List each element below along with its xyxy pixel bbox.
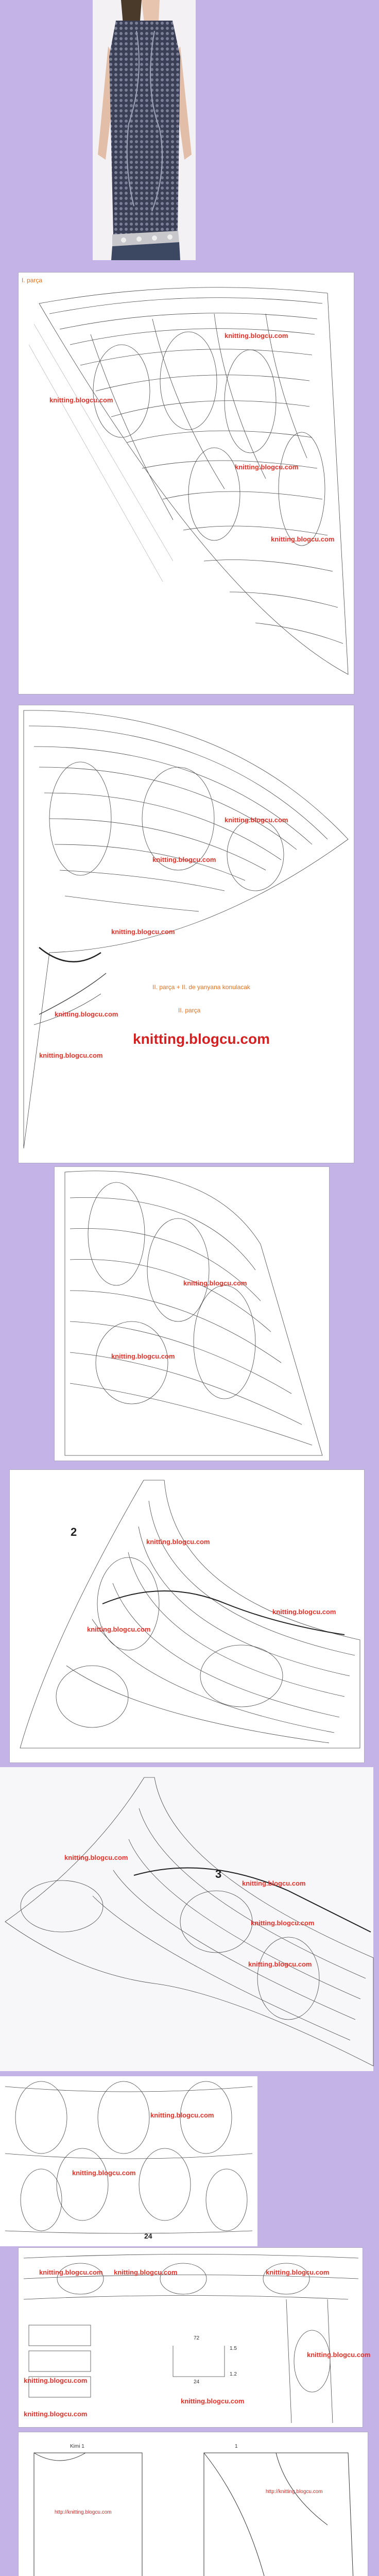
watermark: knitting.blogcu.com [87, 1625, 151, 1633]
pattern-url: http://knitting.blogcu.com [55, 2510, 112, 2515]
watermark: knitting.blogcu.com [235, 463, 299, 471]
part-label: I. parça [22, 277, 43, 284]
watermark: knitting.blogcu.com [271, 535, 335, 543]
crochet-chart-2 [19, 705, 355, 1164]
crochet-chart-1 [19, 273, 355, 695]
crochet-chart-4 [10, 1470, 365, 1764]
sewing-pattern-panel [18, 2432, 368, 2576]
crochet-chart-6 [0, 2076, 257, 2246]
diagram-panel-1 [18, 272, 354, 694]
crochet-chart-3 [55, 1167, 330, 1462]
row-count: 24 [144, 2232, 152, 2240]
dimension-label: 72 [194, 2335, 200, 2341]
watermark: knitting.blogcu.com [242, 1879, 306, 1887]
watermark: knitting.blogcu.com [49, 396, 113, 404]
watermark: knitting.blogcu.com [146, 1538, 210, 1546]
watermark: knitting.blogcu.com [307, 2351, 371, 2359]
assembly-note: II. parça + II. de yanyana konulacak [152, 984, 250, 991]
watermark: knitting.blogcu.com [72, 2169, 136, 2177]
sewing-pattern [19, 2432, 369, 2576]
model-photo-panel [93, 0, 196, 260]
diagram-panel-3 [54, 1166, 330, 1461]
watermark: knitting.blogcu.com [114, 2268, 178, 2276]
diagram-panel-6 [0, 2076, 257, 2246]
dimension-label: 1.5 [230, 2346, 237, 2351]
watermark: knitting.blogcu.com [181, 2397, 245, 2405]
watermark: knitting.blogcu.com [55, 1010, 118, 1018]
watermark: knitting.blogcu.com [152, 856, 216, 863]
watermark: knitting.blogcu.com [111, 928, 175, 936]
watermark: knitting.blogcu.com [111, 1352, 175, 1360]
diagram-number: 2 [71, 1526, 77, 1538]
diagram-number: 3 [215, 1868, 222, 1880]
diagram-panel-4 [9, 1469, 365, 1763]
watermark: knitting.blogcu.com [272, 1608, 336, 1616]
pattern-label: Kimi 1 [70, 2444, 84, 2449]
watermark: knitting.blogcu.com [248, 1960, 312, 1968]
pattern-url: http://knitting.blogcu.com [266, 2489, 323, 2495]
part-label: II. parça [178, 1007, 201, 1014]
watermark: knitting.blogcu.com [39, 1052, 103, 1059]
dimension-label: 24 [194, 2379, 200, 2385]
watermark: knitting.blogcu.com [225, 332, 288, 340]
pattern-label: 1 [235, 2444, 238, 2449]
watermark: knitting.blogcu.com [150, 2111, 214, 2119]
watermark: knitting.blogcu.com [24, 2410, 88, 2418]
diagram-panel-2 [18, 705, 354, 1163]
big-watermark: knitting.blogcu.com [133, 1031, 270, 1047]
dimension-label: 1.2 [230, 2371, 237, 2377]
crochet-chart-5 [0, 1767, 373, 2071]
watermark: knitting.blogcu.com [24, 2377, 88, 2384]
model-photo [93, 0, 196, 260]
watermark: knitting.blogcu.com [183, 1279, 247, 1287]
diagram-panel-5 [0, 1767, 373, 2071]
watermark: knitting.blogcu.com [225, 816, 288, 824]
watermark: knitting.blogcu.com [251, 1919, 315, 1927]
watermark: knitting.blogcu.com [39, 2268, 103, 2276]
watermark: knitting.blogcu.com [266, 2268, 330, 2276]
watermark: knitting.blogcu.com [64, 1854, 128, 1861]
diagram-panel-7 [18, 2247, 371, 2428]
